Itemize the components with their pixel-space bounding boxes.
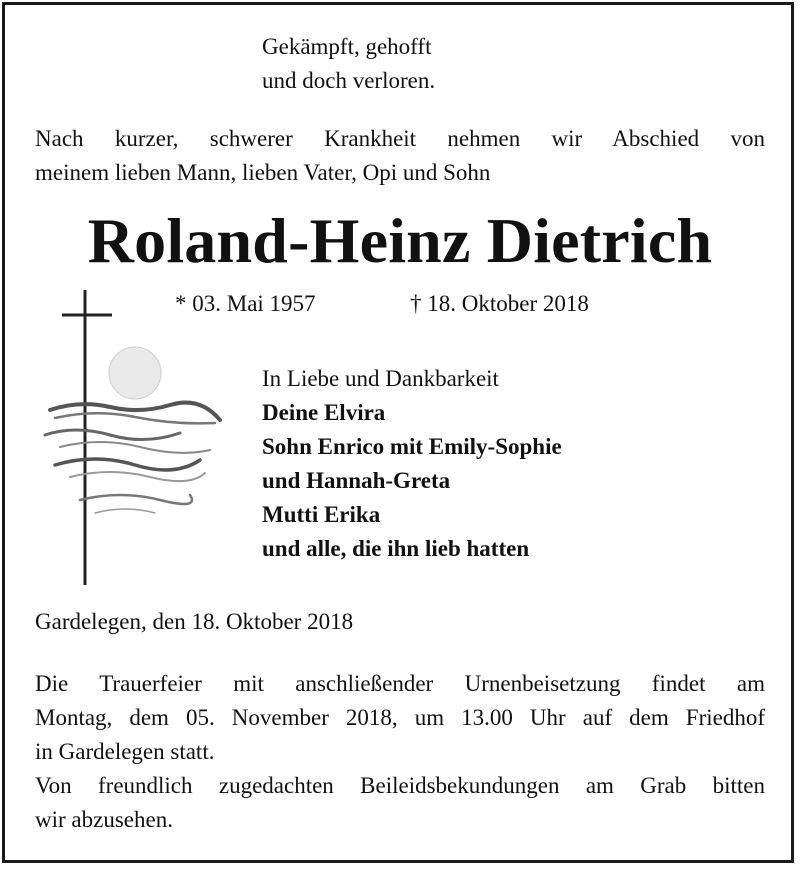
- mourner-line-4: Mutti Erika: [262, 502, 381, 527]
- funeral-info-line-1: Die Trauerfeier mit anschließender Urnenbeisetzung findet am: [35, 671, 765, 696]
- motto-line-2: und doch verloren.: [262, 68, 436, 93]
- mourner-line-3: und Hannah-Greta: [262, 468, 451, 493]
- place-date: Gardelegen, den 18. Oktober 2018: [35, 609, 354, 634]
- clouds-icon: [45, 403, 220, 513]
- mourner-line-5: und alle, die ihn lieb hatten: [262, 536, 530, 561]
- mourner-line-1: Deine Elvira: [262, 400, 386, 425]
- cross-icon: [62, 290, 112, 585]
- deceased-name: Roland-Heinz Dietrich: [87, 205, 713, 276]
- condolence-line-2: wir abzusehen.: [35, 807, 173, 832]
- cross-landscape-illustration: [40, 285, 240, 595]
- birth-date: * 03. Mai 1957: [175, 291, 316, 316]
- funeral-info-line-2: Montag, dem 05. November 2018, um 13.00 Uhr auf dem Friedhof: [35, 705, 765, 730]
- intro-line-1: Nach kurzer, schwerer Krankheit nehmen wir Abschied von: [35, 126, 765, 151]
- condolence-line-1: Von freundlich zugedachten Beileidsbekundungen am Grab bitten: [35, 773, 765, 798]
- mourner-line-2: Sohn Enrico mit Emily-Sophie: [262, 434, 562, 459]
- sun-icon: [109, 347, 161, 399]
- motto-line-1: Gekämpft, gehofft: [262, 34, 432, 59]
- funeral-info-line-3: in Gardelegen statt.: [35, 739, 215, 764]
- intro-line-2: meinem lieben Mann, lieben Vater, Opi und Sohn: [35, 160, 491, 185]
- mourners-intro: In Liebe und Dankbarkeit: [262, 366, 499, 391]
- death-date: † 18. Oktober 2018: [410, 291, 589, 316]
